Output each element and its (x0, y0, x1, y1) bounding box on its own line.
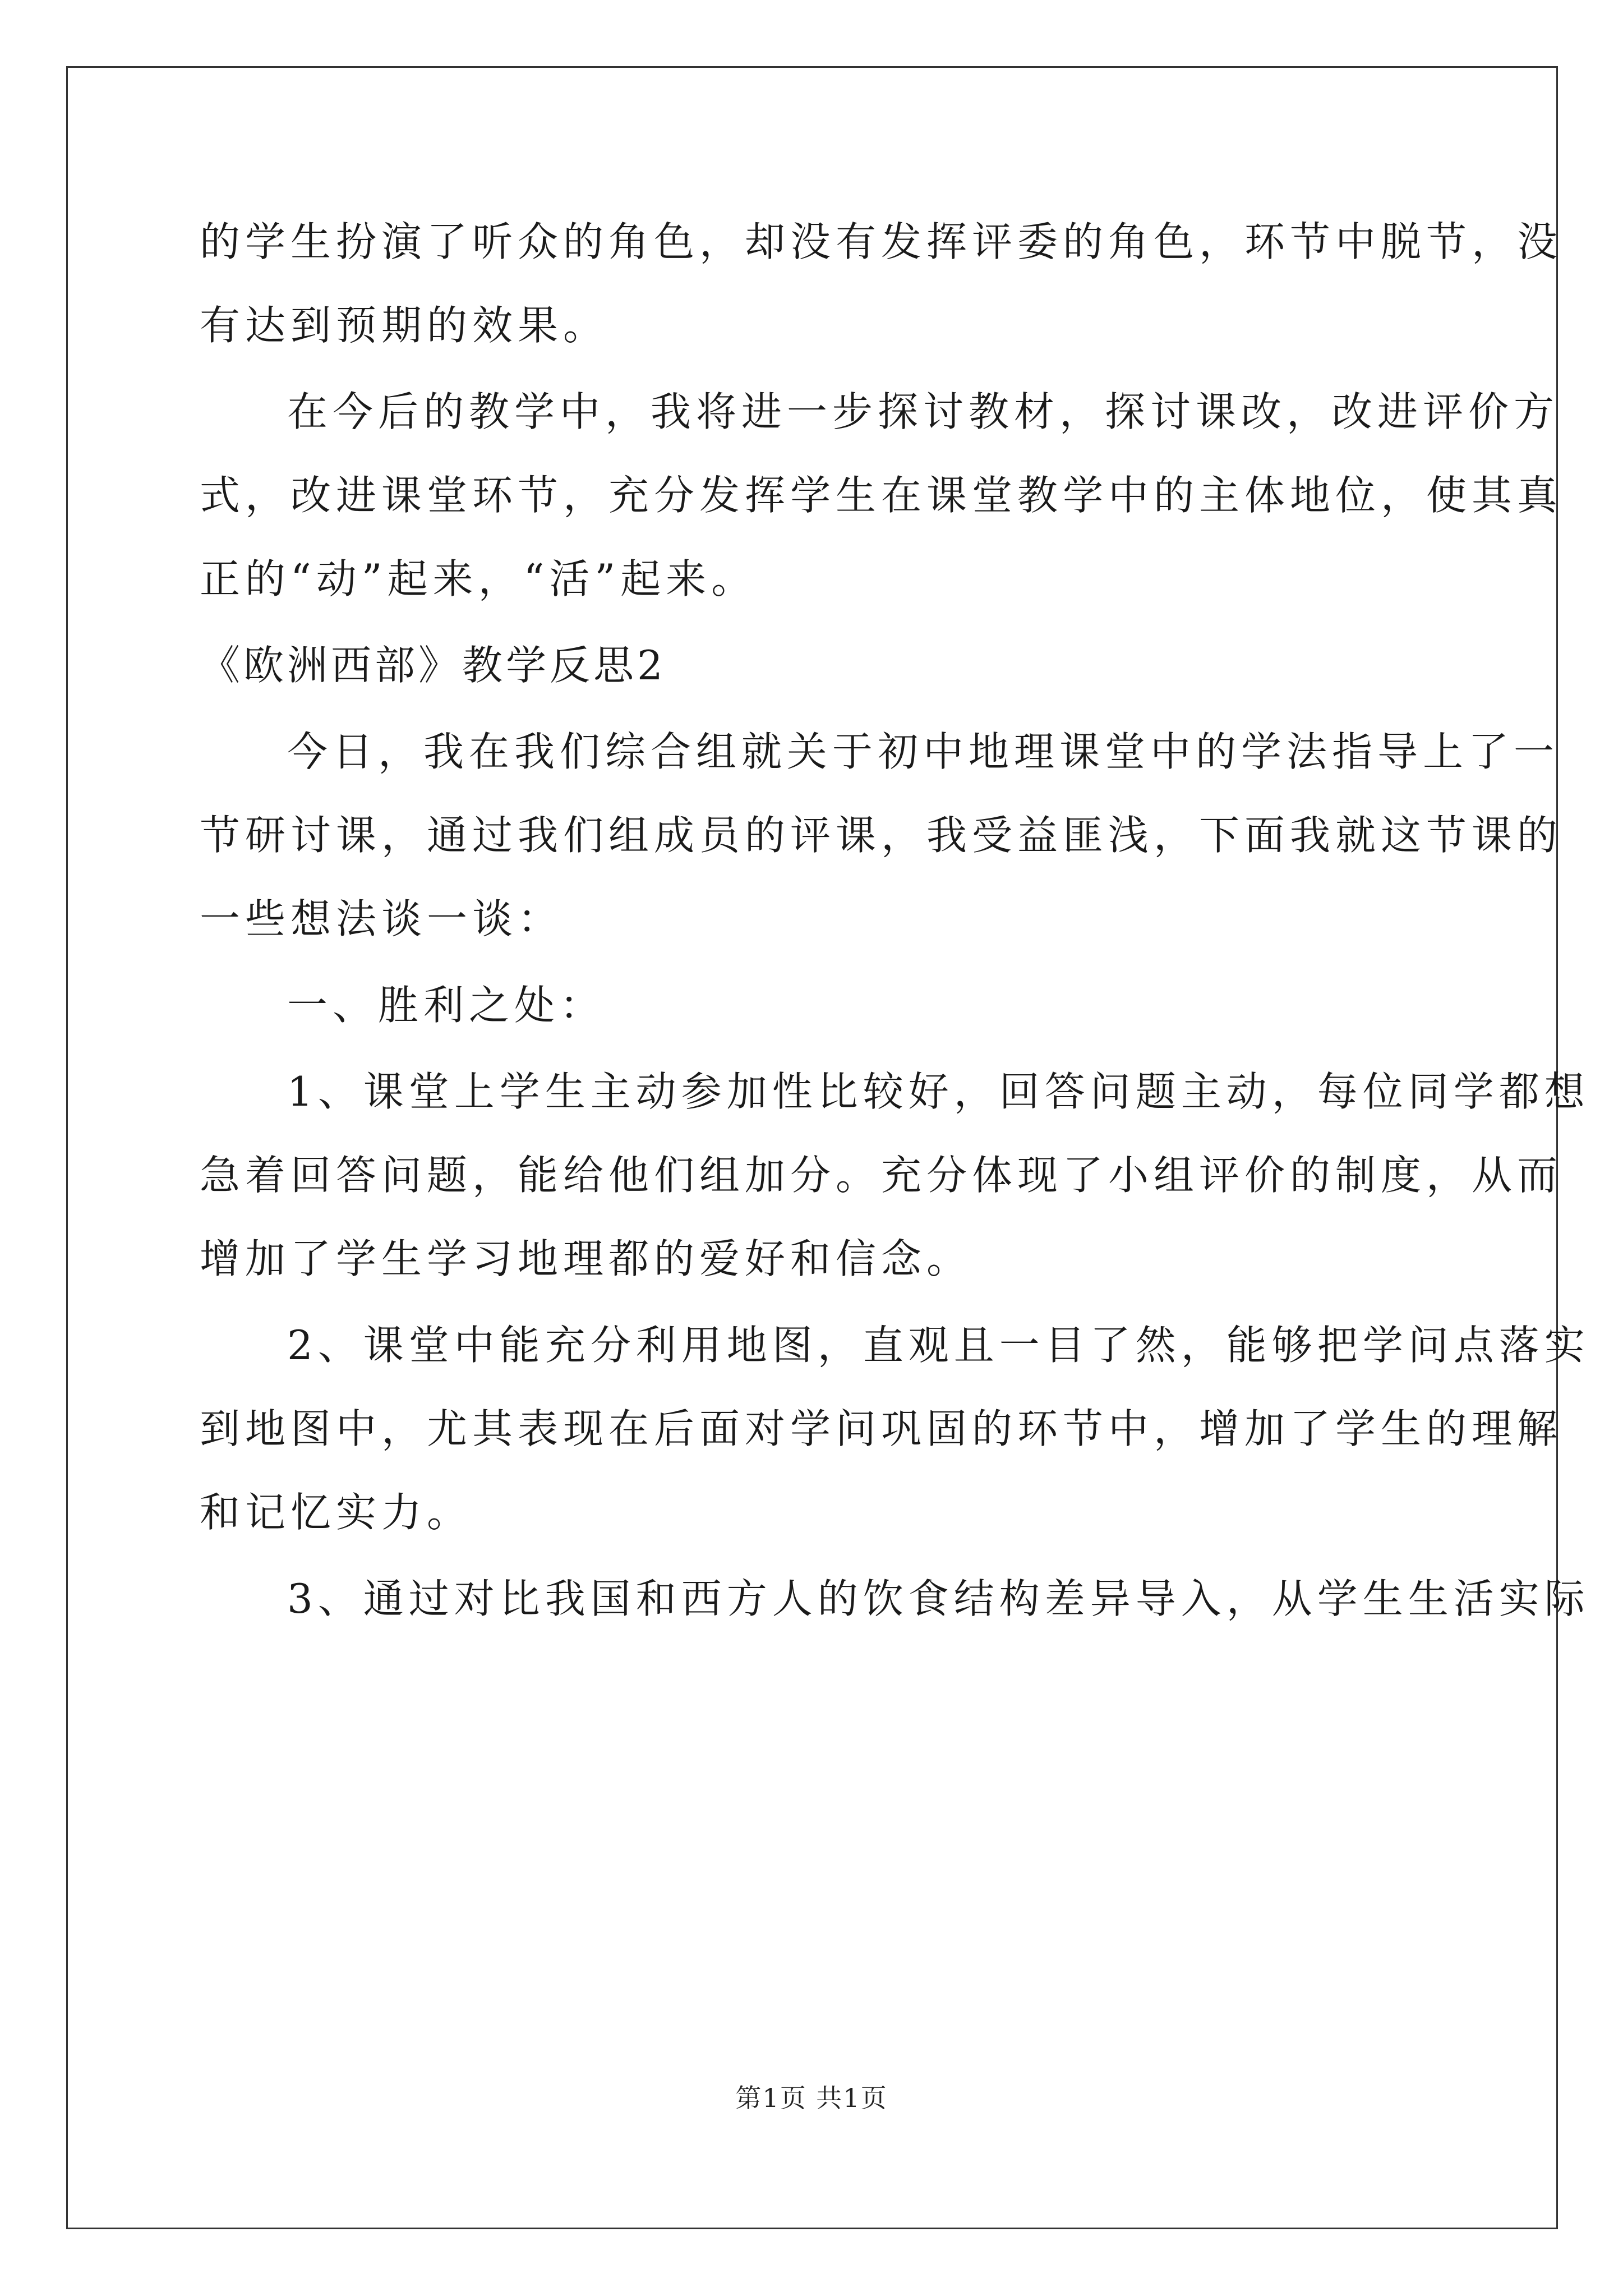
paragraph-line: 和记忆实力。 (200, 1489, 473, 1536)
paragraph-line: 到地图中，尤其表现在后面对学问巩固的环节中，增加了学生的理解 (200, 1405, 1563, 1452)
paragraph-line: 一、胜利之处： (287, 982, 606, 1029)
paragraph-line: 一些想法谈一谈： (200, 895, 564, 942)
paragraph-line: 急着回答问题，能给他们组加分。充分体现了小组评价的制度，从而 (200, 1152, 1563, 1199)
paragraph-line: 2、课堂中能充分利用地图，直观且一目了然，能够把学问点落实 (287, 1322, 1590, 1369)
paragraph-line: 的学生扮演了听众的角色，却没有发挥评委的角色，环节中脱节，没 (200, 218, 1563, 265)
paragraph-line: 有达到预期的效果。 (200, 302, 609, 349)
paragraph-line: 3、通过对比我国和西方人的饮食结构差异导入，从学生生活实际 (287, 1575, 1590, 1622)
section-heading: 《欧洲西部》教学反思2 (200, 642, 666, 689)
paragraph-line: 1、课堂上学生主动参加性比较好，回答问题主动，每位同学都想 (287, 1068, 1590, 1115)
paragraph-line: 增加了学生学习地理都的爱好和信念。 (200, 1235, 972, 1282)
document-body (200, 215, 1590, 1626)
paragraph-line: 今日，我在我们综合组就关于初中地理课堂中的学法指导上了一 (287, 728, 1560, 775)
paragraph-line: 节研讨课，通过我们组成员的评课，我受益匪浅，下面我就这节课的 (200, 812, 1563, 859)
paragraph-line: 正的“动”起来，“活”起来。 (200, 555, 757, 602)
paragraph-line: 式，改进课堂环节，充分发挥学生在课堂教学中的主体地位，使其真 (200, 472, 1563, 519)
page-footer: 第1页 共1页 (735, 2083, 888, 2113)
paragraph-line: 在今后的教学中，我将进一步探讨教材，探讨课改，改进评价方 (287, 388, 1560, 435)
